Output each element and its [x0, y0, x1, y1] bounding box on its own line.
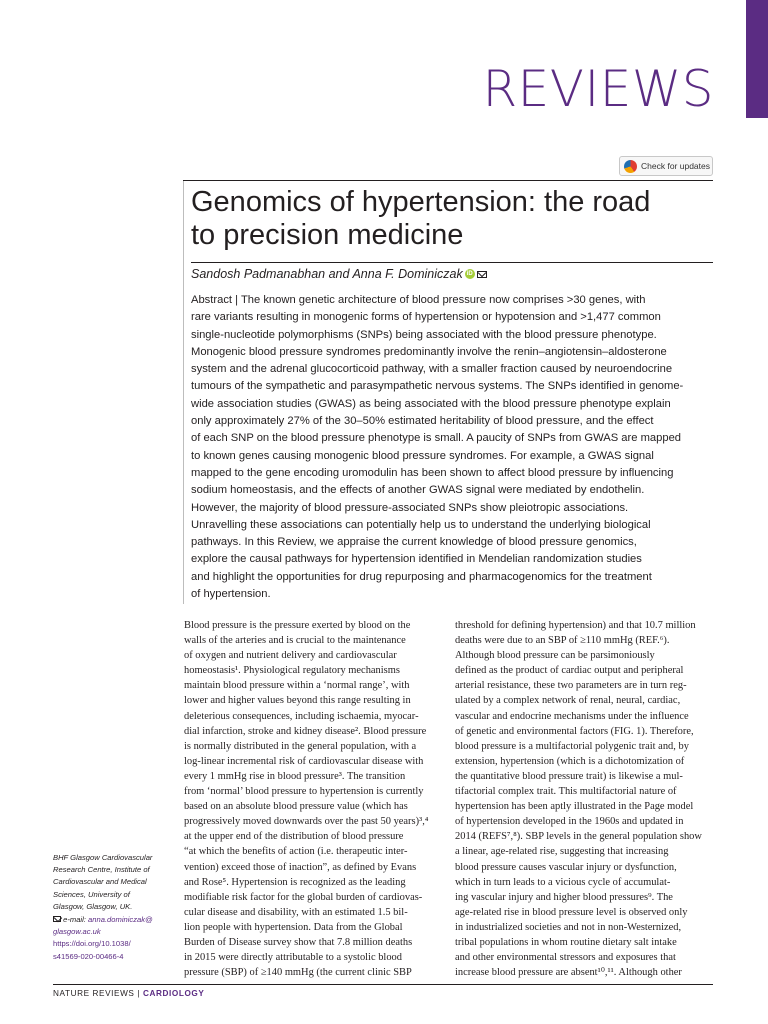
body-line: which in turn leads to a vicious cycle of accumulat- — [455, 876, 671, 888]
affiliation-line: Sciences, University of — [53, 889, 130, 899]
body-line: lower and higher values beyond this range resulting in — [184, 695, 411, 707]
footer-journal: NATURE REVIEWS | — [53, 989, 143, 998]
body-line: Blood pressure is the pressure exerted by blood on the — [184, 620, 411, 631]
footer — [53, 989, 204, 998]
abstract-line: system and the adrenal glucocorticoid pathway, with a smaller fraction caused by neuroendocrine — [191, 363, 673, 376]
affiliation-line: Glasgow, Glasgow, UK. — [53, 901, 133, 911]
author-affiliation — [53, 852, 153, 963]
body-line: deleterious consequences, including ischaemia, myocar- — [184, 710, 419, 722]
body-line: at the upper end of the distribution of blood pressure — [184, 831, 404, 843]
footer-rule — [53, 984, 713, 985]
body-line: of oxygen and nutrient delivery and cardiovascular — [184, 650, 397, 662]
body-line: vascular and endocrine mechanisms under the influence — [455, 710, 689, 722]
body-line: walls of the arteries and is crucial to the maintenance — [184, 635, 406, 647]
body-line: arterial resistance, these two parameters are in turn reg- — [455, 680, 687, 692]
abstract-line: Monogenic blood pressure syndromes predominantly involve the renin–angiotensin–aldosterone — [191, 345, 667, 358]
body-line: in industrialized societies and not in non-Westernized, — [455, 921, 682, 933]
abstract-line: single-nucleotide polymorphisms (SNPs) being associated with the blood pressure phenotype. — [191, 328, 657, 341]
body-line: and other environmental stressors and exposures that — [455, 952, 676, 964]
abstract-line: tumours of the sympathetic and parasympathetic nervous systems. The SNPs identified in genome- — [191, 380, 684, 393]
body-line: blood pressure is a multifactorial polygenic trait and, by — [455, 740, 689, 752]
abstract — [191, 292, 715, 603]
abstract-line: to known genes causing monogenic blood pressure syndromes. For example, a GWAS signal — [191, 449, 654, 462]
abstract-line: of hypertension. — [191, 588, 271, 601]
body-line: 2014 (REFS⁷,⁸). SBP levels in the general population show — [455, 831, 702, 843]
abstract-line: Abstract | The known genetic architecture of blood pressure now comprises >30 genes, with — [191, 294, 646, 306]
orcid-icon[interactable]: iD — [466, 271, 473, 277]
authors — [191, 267, 487, 281]
title-line-2: to precision medicine — [191, 219, 464, 251]
body-line: a linear, age-related rise, suggesting that increasing — [455, 846, 669, 858]
body-line: increase blood pressure are absent¹⁰,¹¹. Although other — [455, 967, 682, 979]
body-column-1 — [184, 618, 444, 980]
article-title — [191, 186, 711, 252]
body-line: vention) exceed those of inaction”, as defined by Evans — [184, 861, 417, 873]
crossmark-icon — [624, 160, 637, 173]
section-tab — [746, 0, 768, 118]
abstract-line: only approximately 27% of the 30–50% estimated heritability of blood pressure, and the effect — [191, 415, 654, 428]
body-line: threshold for defining hypertension) and that 10.7 million — [455, 620, 696, 631]
abstract-rule — [183, 180, 184, 604]
body-line: cular disease and disability, with an estimated 1.5 bil- — [184, 906, 408, 918]
body-line: is normally distributed in the general population, with a — [184, 740, 417, 752]
affiliation-line: Research Centre, Institute of — [53, 865, 150, 875]
body-line: in 2015 were directly attributable to a systolic blood — [184, 952, 402, 964]
body-column-2 — [455, 618, 715, 980]
body-line: modifiable risk factor for the global burden of cardiovas- — [184, 891, 423, 903]
abstract-line: of each SNP on the blood pressure phenotype is small. A paucity of SNPs from GWAS are mapped — [191, 432, 682, 445]
body-line: extension, hypertension (which is a dichotomization of — [455, 755, 685, 767]
body-line: log-linear incremental risk of cardiovascular disease with — [184, 755, 424, 767]
body-line: from ‘normal’ blood pressure to hypertension is currently — [184, 786, 424, 798]
abstract-line: Unravelling these associations can potentially help us to understand the underlying biological — [191, 518, 651, 531]
abstract-line: mapped to the gene encoding uromodulin has been shown to affect blood pressure by influencing — [191, 466, 674, 479]
body-line: the quantitative blood pressure trait) is likewise a mul- — [455, 770, 683, 782]
abstract-line: explore the causal pathways for hypertension identified in Mendelian randomization studies — [191, 553, 642, 566]
body-line: based on an absolute blood pressure value (which has — [184, 801, 408, 813]
body-line: tifactorial complex trait. This multifactorial nature of — [455, 786, 677, 798]
author-names: Sandosh Padmanabhan and Anna F. Dominiczak — [191, 267, 463, 281]
body-line: progressively moved downwards over the past 50 years)³,⁴ — [184, 816, 429, 828]
body-line: hypertension has been aptly illustrated in the Page model — [455, 801, 694, 813]
email-label: e-mail: — [63, 915, 86, 925]
email-link-2[interactable]: glasgow.ac.uk — [53, 927, 101, 937]
check-updates-button[interactable] — [619, 156, 713, 176]
abstract-line: sodium homeostasis, and the effects of another GWAS signal were mediated by endothelin. — [191, 484, 645, 497]
body-line: of hypertension developed in the 1960s and updated in — [455, 816, 684, 828]
body-line: homeostasis¹. Physiological regulatory mechanisms — [184, 665, 400, 677]
body-line: Although blood pressure can be parsimoniously — [455, 650, 655, 662]
body-line: Burden of Disease survey show that 7.8 million deaths — [184, 936, 413, 948]
body-line: ulated by a complex network of renal, neural, cardiac, — [455, 695, 681, 707]
check-updates-label: Check for updates — [641, 161, 710, 171]
email-icon-small — [53, 916, 61, 922]
body-line: ing vascular injury and higher blood pressures⁹. The — [455, 891, 673, 903]
body-line: deaths were due to an SBP of ≥110 mmHg (REF.⁶). — [455, 635, 670, 647]
doi-link-1[interactable]: https://doi.org/10.1038/ — [53, 939, 131, 949]
abstract-line: pathways. In this Review, we appraise the current knowledge of blood pressure genomics, — [191, 536, 637, 549]
abstract-line: However, the majority of blood pressure-associated SNPs show pleiotropic associations. — [191, 501, 629, 514]
body-line: age-related rise in blood pressure level is observed only — [455, 906, 688, 918]
section-label: REVIEWS — [482, 60, 714, 118]
doi-link-2[interactable]: s41569-020-00466-4 — [53, 951, 124, 961]
footer-subjournal: CARDIOLOGY — [142, 989, 205, 998]
body-line: lion people with hypertension. Data from the Global — [184, 921, 403, 933]
body-line: tribal populations in whom routine dietary salt intake — [455, 936, 677, 948]
abstract-line: wide association studies (GWAS) as being associated with the blood pressure phenotype explain — [191, 397, 671, 410]
body-line: pressure (SBP) of ≥140 mmHg (the current clinic SBP — [184, 967, 412, 979]
top-rule — [183, 180, 713, 181]
abstract-line: rare variants resulting in monogenic forms of hypertension or hypotension and >1,477 common — [191, 311, 661, 324]
body-line: dial infarction, stroke and kidney disease². Blood pressure — [184, 725, 427, 737]
body-line: of genetic and environmental factors (FIG. 1). Therefore, — [455, 725, 694, 737]
affiliation-line: BHF Glasgow Cardiovascular — [53, 853, 153, 862]
affiliation-line: Cardiovascular and Medical — [53, 877, 147, 887]
body-line: maintain blood pressure within a ‘normal range’, with — [184, 680, 410, 692]
body-line: every 1 mmHg rise in blood pressure³. The transition — [184, 770, 406, 782]
body-line: and Rose⁵. Hypertension is recognized as the leading — [184, 876, 406, 888]
body-line: blood pressure causes vascular injury or dysfunction, — [455, 861, 677, 873]
title-line-1: Genomics of hypertension: the road — [191, 186, 651, 218]
body-line: defined as the product of cardiac output and peripheral — [455, 665, 684, 677]
email-icon[interactable] — [477, 271, 487, 278]
title-rule — [191, 262, 713, 263]
body-line: “at which the benefits of action (i.e. therapeutic inter- — [184, 846, 408, 858]
email-link-1[interactable]: anna.dominiczak@ — [88, 915, 153, 925]
abstract-line: and highlight the opportunities for drug repurposing and pharmacogenomics for the treatment — [191, 570, 652, 583]
